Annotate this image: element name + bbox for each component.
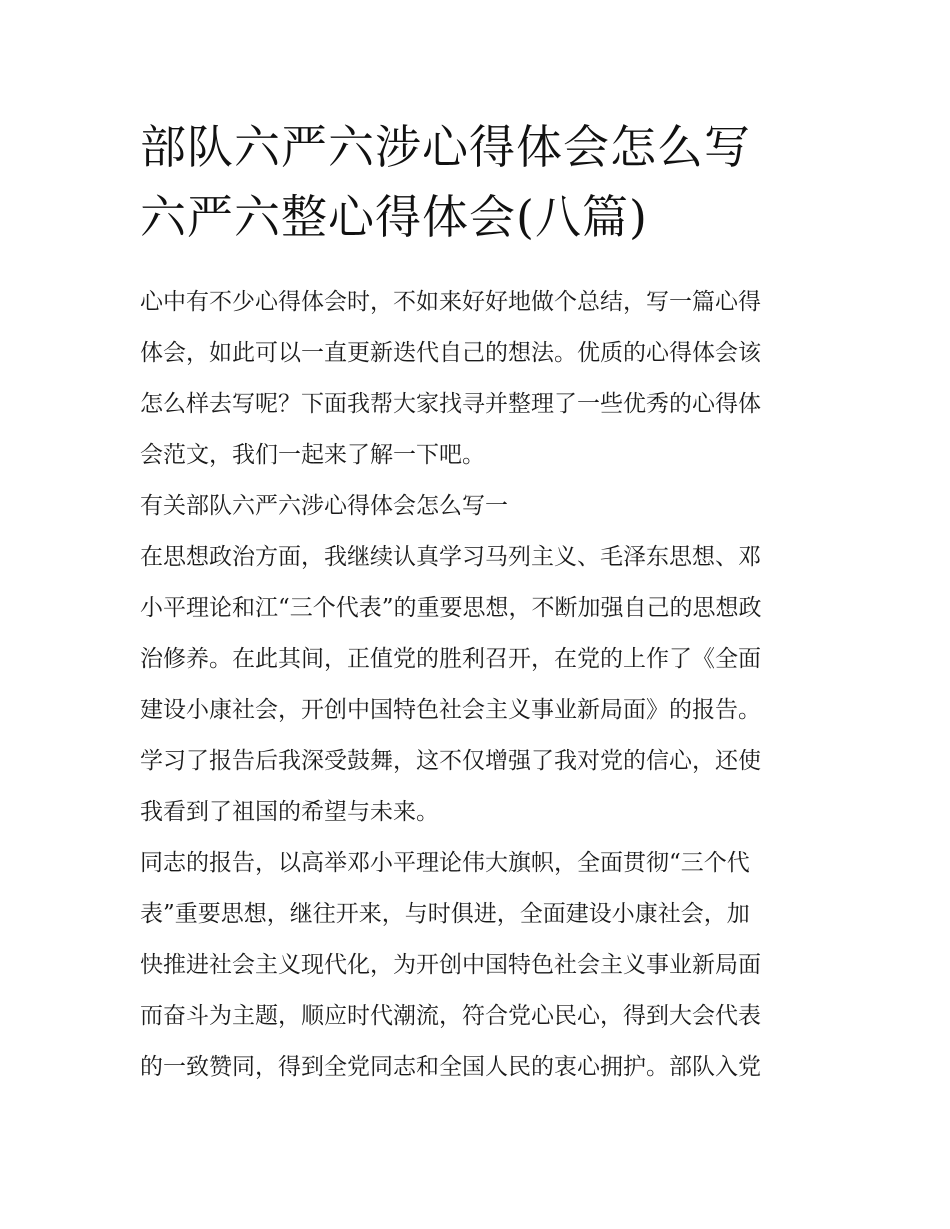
section-heading: 有关部队六严六涉心得体会怎么写一 (140, 493, 508, 519)
body-line: 会范文，我们一起来了解一下吧。 (140, 442, 485, 468)
body-line: 体会，如此可以一直更新迭代自己的想法。优质的心得体会该 (140, 340, 761, 366)
body-line: 心中有不少心得体会时，不如来好好地做个总结，写一篇心得 (140, 289, 761, 315)
body-line: 同志的报告，以高举邓小平理论伟大旗帜，全面贯彻“三个代 (140, 850, 750, 876)
title-line-1: 部队六严六涉心得体会怎么写 (140, 120, 751, 174)
body-line: 建设小康社会，开创中国特色社会主义事业新局面》的报告。 (140, 697, 761, 723)
document-title (140, 112, 830, 252)
body-line: 治修养。在此其间，正值党的胜利召开，在党的上作了《全面 (140, 646, 761, 672)
title-line-2: 六严六整心得体会(八篇) (140, 190, 648, 244)
body-line: 在思想政治方面，我继续认真学习马列主义、毛泽东思想、邓 (140, 544, 761, 570)
body-line: 我看到了祖国的希望与未来。 (140, 799, 439, 825)
body-line: 的一致赞同，得到全党同志和全国人民的衷心拥护。部队入党 (140, 1054, 761, 1080)
document-body (140, 277, 820, 1093)
body-line: 快推进社会主义现代化，为开创中国特色社会主义事业新局面 (140, 952, 761, 978)
body-line: 表”重要思想，继往开来，与时俱进，全面建设小康社会，加 (140, 901, 750, 927)
body-line: 小平理论和江“三个代表”的重要思想，不断加强自己的思想政 (140, 595, 762, 621)
body-line: 学习了报告后我深受鼓舞，这不仅增强了我对党的信心，还使 (140, 748, 761, 774)
body-line: 而奋斗为主题，顺应时代潮流，符合党心民心，得到大会代表 (140, 1003, 761, 1029)
body-line: 怎么样去写呢？下面我帮大家找寻并整理了一些优秀的心得体 (140, 391, 761, 417)
